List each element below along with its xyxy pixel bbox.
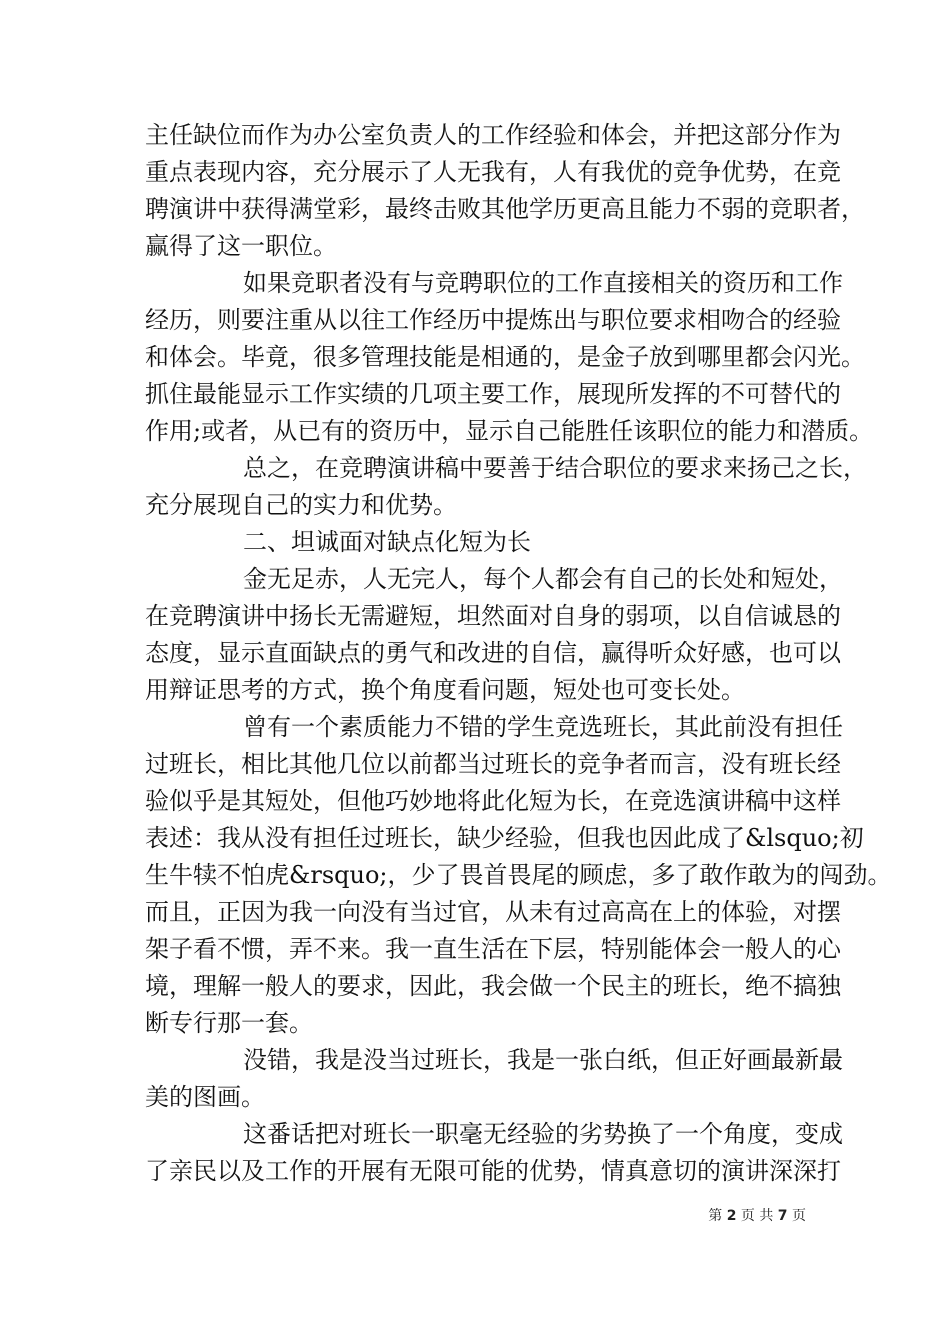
footer-middle: 页 共 bbox=[740, 1208, 774, 1224]
text-line: 验似乎是其短处，但他巧妙地将此化短为长，在竞选演讲稿中这样 bbox=[145, 787, 841, 815]
text-line: 美的图画。 bbox=[145, 1083, 265, 1111]
text-line: 这番话把对班长一职毫无经验的劣势换了一个角度，变成 bbox=[243, 1120, 843, 1148]
text-line: 表述：我从没有担任过班长，缺少经验，但我也因此成了&lsquo;初 bbox=[145, 824, 864, 852]
current-page-number: 2 bbox=[726, 1208, 737, 1224]
text-line: 如果竞职者没有与竞聘职位的工作直接相关的资历和工作 bbox=[243, 269, 843, 297]
page-footer bbox=[708, 1205, 806, 1225]
text-line: 断专行那一套。 bbox=[145, 1009, 313, 1037]
text-line: 没错，我是没当过班长，我是一张白纸，但正好画最新最 bbox=[243, 1046, 843, 1074]
text-line: 主任缺位而作为办公室负责人的工作经验和体会，并把这部分作为 bbox=[145, 121, 841, 149]
text-line: 境，理解一般人的要求，因此，我会做一个民主的班长，绝不搞独 bbox=[145, 972, 841, 1000]
section-heading: 二、坦诚面对缺点化短为长 bbox=[243, 528, 531, 556]
text-line: 曾有一个素质能力不错的学生竞选班长，其此前没有担任 bbox=[243, 713, 843, 741]
text-line: 架子看不惯，弄不来。我一直生活在下层，特别能体会一般人的心 bbox=[145, 935, 841, 963]
footer-suffix: 页 bbox=[792, 1208, 806, 1224]
text-line: 聘演讲中获得满堂彩，最终击败其他学历更高且能力不弱的竞职者， bbox=[145, 195, 865, 223]
text-line: 在竞聘演讲中扬长无需避短，坦然面对自身的弱项，以自信诚恳的 bbox=[145, 602, 841, 630]
text-line: 用辩证思考的方式，换个角度看问题，短处也可变长处。 bbox=[145, 676, 745, 704]
text-line: 和体会。毕竟，很多管理技能是相通的，是金子放到哪里都会闪光。 bbox=[145, 343, 865, 371]
text-line: 生牛犊不怕虎&rsquo;，少了畏首畏尾的顾虑，多了敢作敢为的闯劲。 bbox=[145, 861, 892, 889]
text-line: 重点表现内容，充分展示了人无我有，人有我优的竞争优势，在竞 bbox=[145, 158, 841, 186]
text-line: 经历，则要注重从以往工作经历中提炼出与职位要求相吻合的经验 bbox=[145, 306, 841, 334]
text-line: 充分展现自己的实力和优势。 bbox=[145, 491, 457, 519]
text-line: 金无足赤，人无完人，每个人都会有自己的长处和短处， bbox=[243, 565, 843, 593]
text-line: 抓住最能显示工作实绩的几项主要工作，展现所发挥的不可替代的 bbox=[145, 380, 841, 408]
text-line: 总之，在竞聘演讲稿中要善于结合职位的要求来扬己之长， bbox=[243, 454, 867, 482]
text-line: 赢得了这一职位。 bbox=[145, 232, 337, 260]
text-line: 了亲民以及工作的开展有无限可能的优势，情真意切的演讲深深打 bbox=[145, 1157, 841, 1185]
text-line: 作用;或者，从已有的资历中，显示自己能胜任该职位的能力和潜质。 bbox=[145, 417, 874, 445]
total-pages-number: 7 bbox=[777, 1208, 788, 1224]
footer-prefix: 第 bbox=[708, 1208, 723, 1224]
document-body bbox=[145, 117, 892, 1190]
text-line: 态度，显示直面缺点的勇气和改进的自信，赢得听众好感，也可以 bbox=[145, 639, 841, 667]
text-line: 而且，正因为我一向没有当过官，从未有过高高在上的体验，对摆 bbox=[145, 898, 841, 926]
text-line: 过班长，相比其他几位以前都当过班长的竞争者而言，没有班长经 bbox=[145, 750, 841, 778]
